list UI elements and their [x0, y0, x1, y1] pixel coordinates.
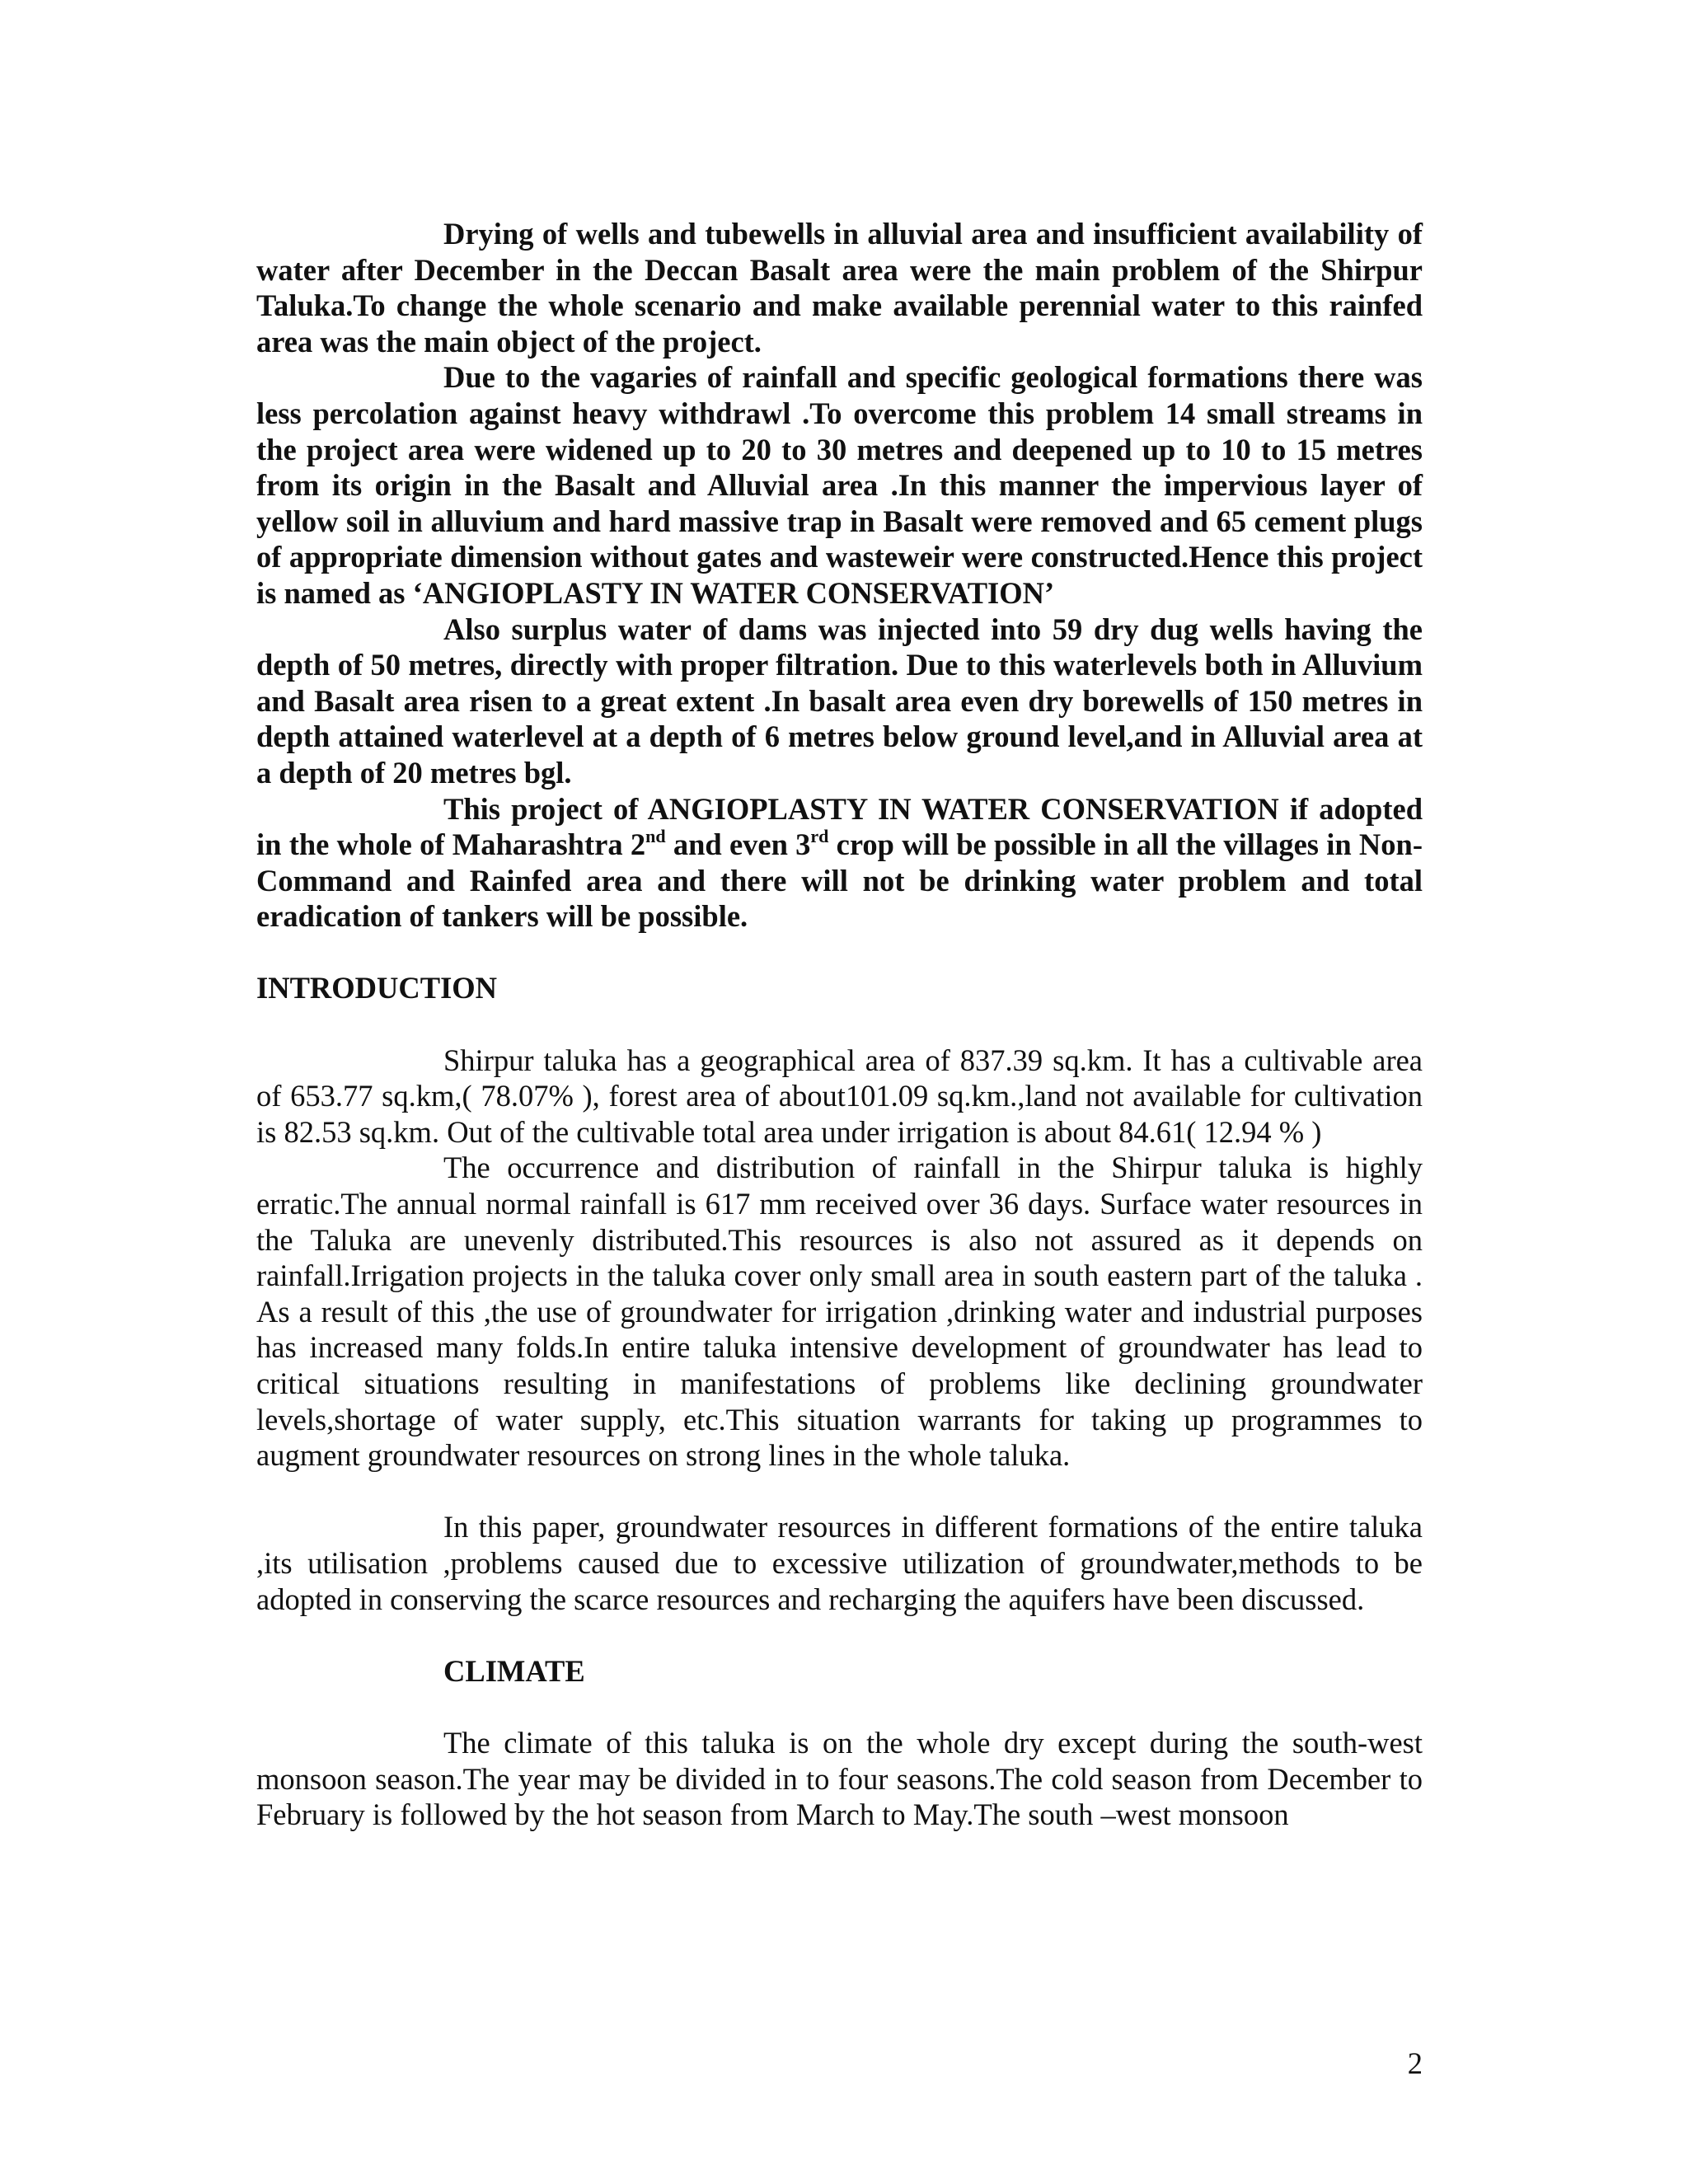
- spacer: [256, 1474, 1423, 1510]
- summary-paragraph-1: Drying of wells and tubewells in alluvial area and insufficient availability of water after December in the Deccan Basalt area were the main problem of the Shirpur Taluka.To change the whole scenario and make available perennial water to this rainfed area was the main object of the project.: [256, 217, 1423, 359]
- summary-paragraph-4-part-a: This project of ANGIOPLASTY IN WATER CONSERVATION if adopted in the whole of Maharashtra 2: [256, 791, 1423, 862]
- introduction-paragraph-3: In this paper, groundwater resources in different formations of the entire taluka ,its utilisation ,problems caused due to excessive utilization of groundwater,methods to be adopted in conserving the scarce resources and recharging the aquifers have been discussed.: [256, 1510, 1423, 1616]
- spacer: [256, 1689, 1423, 1725]
- climate-heading: CLIMATE: [443, 1653, 585, 1688]
- introduction-heading: INTRODUCTION: [256, 971, 498, 1005]
- summary-paragraph-4-part-b: and even 3: [665, 827, 811, 862]
- spacer: [256, 1617, 1423, 1653]
- summary-paragraph-4-part-c: crop will be possible in all the villages in Non-Command and Rainfed area and there will not be drinking water problem and total eradication of tankers will be possible.: [256, 827, 1423, 934]
- introduction-paragraph-2: The occurrence and distribution of rainfall in the Shirpur taluka is highly erratic.The annual normal rainfall is 617 mm received over 36 days. Surface water resources in the Taluka are unevenly distributed.This resources is also not assured as it depends on rainfall.Irrigation projects in the taluka cover only small area in south eastern part of the taluka . As a result of this ,the use of groundwater for irrigation ,drinking water and industrial purposes has increased many folds.In entire taluka intensive development of groundwater has lead to critical situations resulting in manifestations of problems like declining groundwater levels,shortage of water supply, etc.This situation warrants for taking up programmes to augment groundwater resources on strong lines in the whole taluka.: [256, 1151, 1423, 1473]
- ordinal-suffix-nd: nd: [645, 826, 666, 847]
- spacer: [256, 1006, 1423, 1043]
- summary-paragraph-3: Also surplus water of dams was injected into 59 dry dug wells having the depth of 50 metres, directly with proper filtration. Due to this waterlevels both in Alluvium and Basalt area risen to a great extent .In basalt area even dry borewells of 150 metres in depth attained waterlevel at a depth of 6 metres below ground level,and in Alluvial area at a depth of 20 metres bgl.: [256, 612, 1423, 790]
- introduction-paragraph-1: Shirpur taluka has a geographical area of 837.39 sq.km. It has a cultivable area of 653.77 sq.km,( 78.07% ), forest area of about101.09 sq.km.,land not available for cultivation is 82.53 sq.km. Out of the cultivable total area under irrigation is about 84.61( 12.94 % ): [256, 1043, 1423, 1149]
- summary-paragraph-4: [256, 791, 1423, 935]
- ordinal-suffix-rd: rd: [810, 826, 829, 847]
- summary-paragraph-2: Due to the vagaries of rainfall and specific geological formations there was less percolation against heavy withdrawl .To overcome this problem 14 small streams in the project area were widened up to 20 to 30 metres and deepened up to 10 to 15 metres from its origin in the Basalt and Alluvial area .In this manner the impervious layer of yellow soil in alluvium and hard massive trap in Basalt were removed and 65 cement plugs of appropriate dimension without gates and wasteweir were constructed.Hence this project is named as ‘ANGIOPLASTY IN WATER CONSERVATION’: [256, 360, 1423, 610]
- climate-paragraph-1: The climate of this taluka is on the whole dry except during the south-west monsoon season.The year may be divided in to four seasons.The cold season from December to February is followed by the hot season from March to May.The south –west monsoon: [256, 1725, 1423, 1832]
- page-number: 2: [1407, 2046, 1423, 2080]
- spacer: [256, 935, 1423, 971]
- page-content: [256, 216, 1423, 1833]
